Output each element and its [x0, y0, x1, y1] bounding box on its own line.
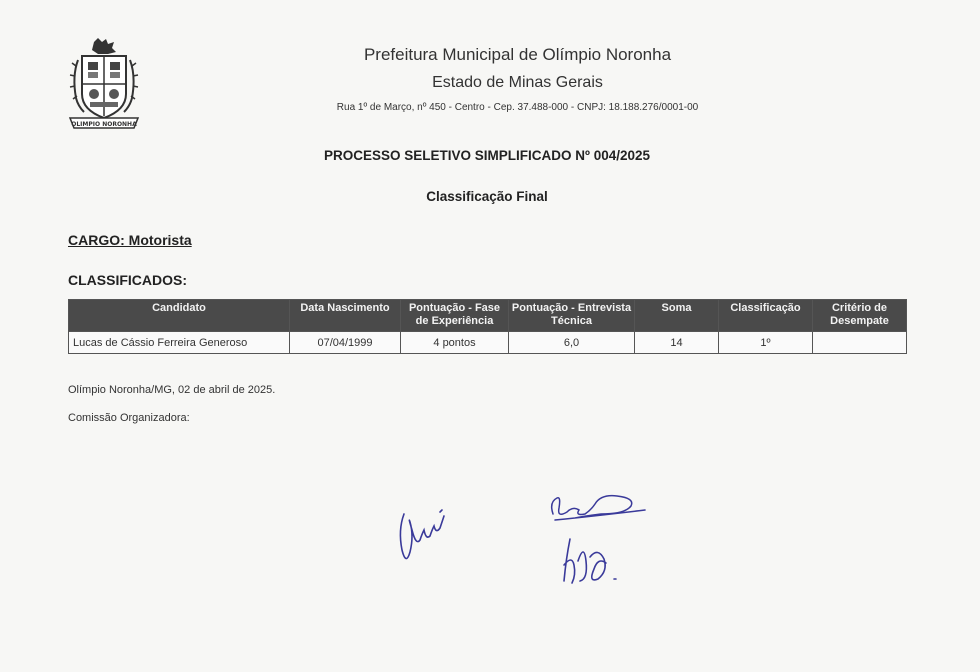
cell-data-nascimento: 07/04/1999 [290, 332, 401, 354]
organization-name: Prefeitura Municipal de Olímpio Noronha [363, 45, 672, 64]
cell-criterio-desempate [813, 332, 907, 354]
column-header-pontuacao-entrevista: Pontuação - Entrevista Técnica [509, 300, 635, 332]
document-subtitle: Classificação Final [426, 189, 548, 204]
cargo-heading: CARGO: Motorista [68, 232, 192, 248]
table-header-row [69, 300, 907, 332]
cell-soma: 14 [635, 332, 719, 354]
signature-3 [558, 535, 624, 587]
column-header-candidato: Candidato [69, 300, 290, 332]
crest-banner-text: OLIMPIO NORONHA [71, 121, 137, 128]
letterhead [300, 44, 735, 115]
cell-candidato: Lucas de Cássio Ferreira Generoso [69, 332, 290, 354]
column-header-data-nascimento: Data Nascimento [290, 300, 401, 332]
column-header-criterio-desempate: Critério de Desempate [813, 300, 907, 332]
address-line: Rua 1º de Março, nº 450 - Centro - Cep. 37.488-000 - CNPJ: 18.188.276/0001-00 [336, 102, 699, 113]
process-title: PROCESSO SELETIVO SIMPLIFICADO Nº 004/2025 [323, 148, 651, 163]
column-header-soma: Soma [635, 300, 719, 332]
state-name: Estado de Minas Gerais [432, 74, 603, 91]
classified-heading: CLASSIFICADOS: [68, 272, 187, 288]
column-header-pontuacao-experiencia: Pontuação - Fase de Experiência [401, 300, 509, 332]
cell-pontuacao-experiencia: 4 pontos [401, 332, 509, 354]
classification-table [68, 299, 907, 354]
coat-of-arms-logo [68, 36, 140, 132]
column-header-classificacao: Classificação [719, 300, 813, 332]
cell-pontuacao-entrevista: 6,0 [509, 332, 635, 354]
table-row [69, 332, 907, 354]
cell-classificacao: 1º [719, 332, 813, 354]
signature-2 [545, 490, 650, 526]
committee-label: Comissão Organizadora: [68, 412, 190, 424]
signature-1 [396, 500, 452, 570]
date-location-line: Olímpio Noronha/MG, 02 de abril de 2025. [68, 384, 276, 396]
